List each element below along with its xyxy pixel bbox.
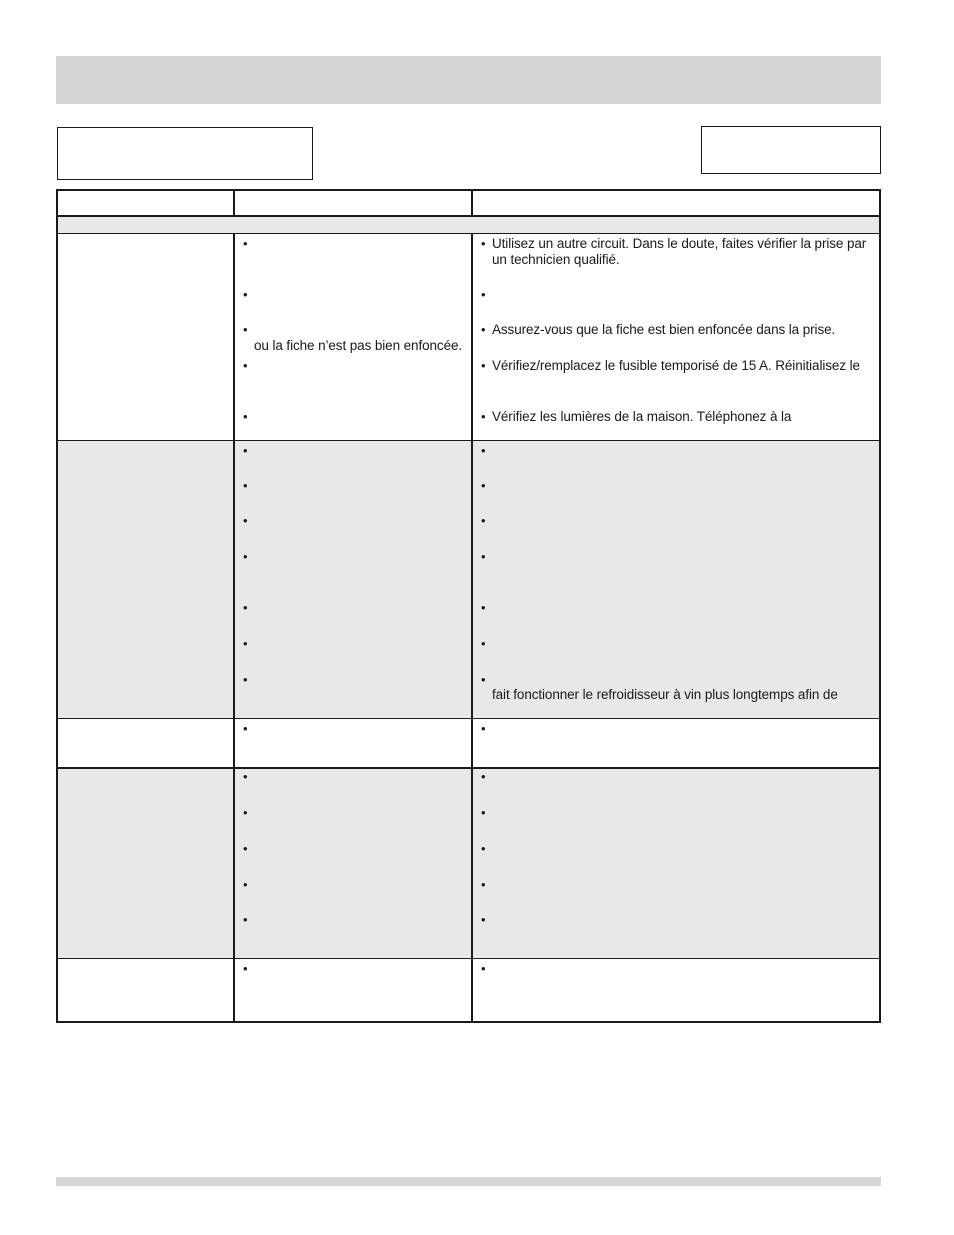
bullet: • [243, 912, 248, 927]
title-box [57, 127, 313, 180]
bullet: • [243, 841, 248, 856]
bullet: • [481, 600, 486, 615]
bullet: • [243, 636, 248, 651]
bullet: • [243, 549, 248, 564]
table-row [58, 718, 879, 767]
bullet: • [243, 478, 248, 493]
page-header-band [56, 56, 881, 104]
bullet: • [481, 912, 486, 927]
table-row [58, 767, 879, 959]
bullet: • [481, 358, 486, 373]
bullet: • [243, 769, 248, 784]
table-row [58, 958, 879, 1021]
bullet: • [481, 443, 486, 458]
bullet: • [481, 409, 486, 424]
bullet: • [481, 513, 486, 528]
bullet: • [243, 409, 248, 424]
column-divider [471, 191, 473, 216]
bullet: • [481, 478, 486, 493]
bullet: • [481, 672, 486, 687]
section-band [58, 215, 879, 234]
bullet: • [243, 443, 248, 458]
section-label-box [701, 126, 881, 174]
table-row [58, 440, 879, 718]
bullet: • [243, 358, 248, 373]
bullet: • [243, 721, 248, 736]
bullet: • [481, 287, 486, 302]
table-header-row [58, 191, 879, 216]
solution-text: Vérifiez/remplacez le fusible temporisé de 15 A. Réinitialisez le [492, 358, 860, 373]
bullet: • [243, 877, 248, 892]
bullet: • [481, 721, 486, 736]
column-divider [233, 233, 235, 1023]
solution-text: Vérifiez les lumières de la maison. Téléphonez à la [492, 409, 792, 424]
bullet: • [243, 805, 248, 820]
bullet: • [481, 841, 486, 856]
bullet: • [243, 513, 248, 528]
bullet: • [243, 961, 248, 976]
bullet: • [481, 322, 486, 337]
cause-text: ou la fiche n’est pas bien enfoncée. [254, 338, 463, 353]
bullet: • [481, 961, 486, 976]
troubleshooting-table [56, 189, 881, 1023]
solution-text: Utilisez un autre circuit. Dans le doute, faites vérifier la prise par [492, 236, 867, 251]
solution-text: fait fonctionner le refroidisseur à vin plus longtemps afin de [492, 687, 838, 702]
bullet: • [243, 236, 248, 251]
page-footer-band [56, 1177, 881, 1186]
bullet: • [243, 287, 248, 302]
bullet: • [481, 877, 486, 892]
column-divider [471, 233, 473, 1023]
bullet: • [481, 549, 486, 564]
bullet: • [243, 600, 248, 615]
solution-text: un technicien qualifié. [492, 252, 620, 267]
bullet: • [481, 805, 486, 820]
bullet: • [481, 636, 486, 651]
bullet: • [243, 672, 248, 687]
bullet: • [481, 769, 486, 784]
bullet: • [481, 236, 486, 251]
bullet: • [243, 322, 248, 337]
solution-text: Assurez-vous que la fiche est bien enfoncée dans la prise. [492, 322, 836, 337]
column-divider [233, 191, 235, 216]
